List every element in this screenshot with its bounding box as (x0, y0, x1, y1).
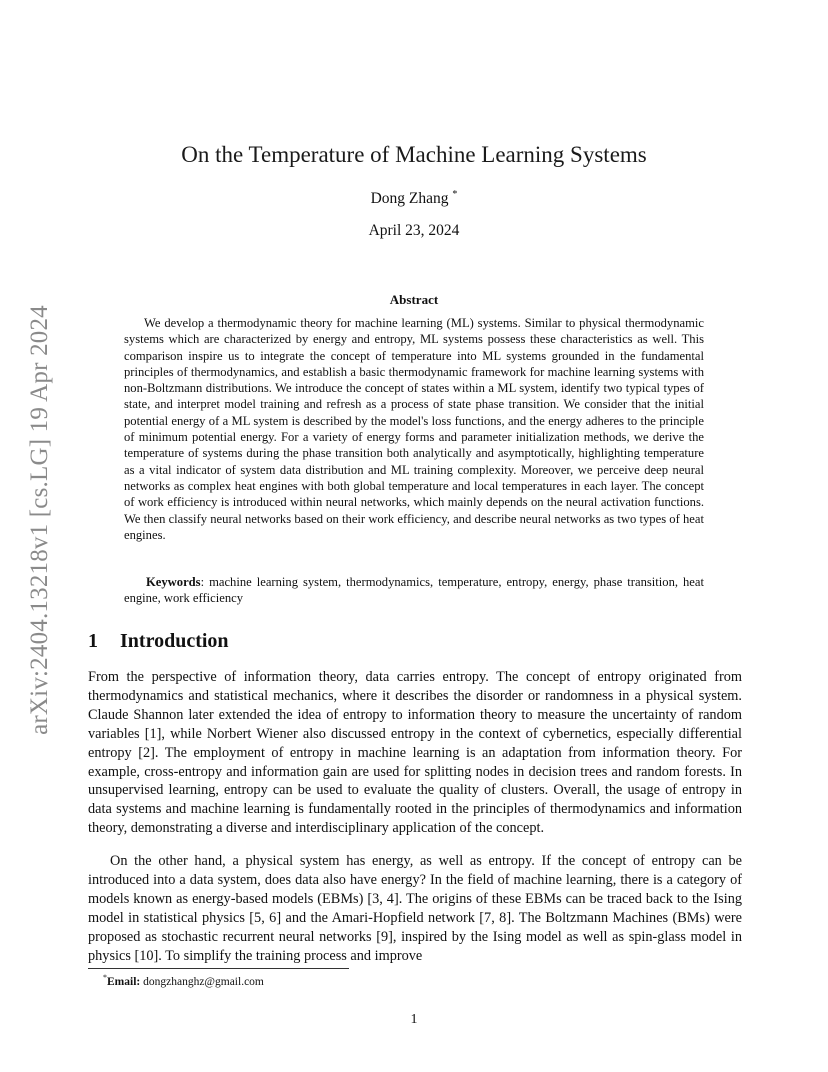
author-line (0, 189, 828, 208)
arxiv-identifier-stamp: arXiv:2404.13218v1 [cs.LG] 19 Apr 2024 (26, 305, 53, 735)
keywords-label: Keywords (146, 575, 201, 589)
abstract-heading: Abstract (389, 292, 439, 307)
keywords-line (124, 574, 704, 607)
body-paragraph: From the perspective of information theory, data carries entropy. The concept of entropy originated from thermodynamics and statistical mechanics, where it describes the disorder or randomness in a physical system. Claude Shannon later extended the idea of entropy to information theory to measure the uncertainty of random variables [1], while Norbert Wiener also discussed entropy in the context of cybernetics, especially differential entropy [2]. The employment of entropy in machine learning is an adaptation from information theory. For example, cross-entropy and information gain are used for splitting nodes in decision trees and random forests. In unsupervised learning, entropy can be used to evaluate the quality of clusters. Overall, the usage of entropy in data systems and machine learning is fundamentally rooted in the principles of thermodynamics and information theory, demonstrating a diverse and interdisciplinary application of the concept. (88, 669, 742, 837)
footnote (103, 973, 264, 988)
paper-date: April 23, 2024 (368, 222, 460, 239)
section-number: 1 (88, 630, 98, 652)
author-name: Dong Zhang (370, 190, 449, 208)
author-footnote-mark: * (452, 189, 458, 200)
page-number: 1 (410, 1012, 418, 1027)
abstract-body: We develop a thermodynamic theory for machine learning (ML) systems. Similar to physical thermodynamic systems which are characterized by energy and entropy, ML systems possess these characteristics as well. This comparison inspire us to integrate the concept of temperature into ML systems grounded in the fundamental principles of thermodynamics, and establish a basic thermodynamic framework for machine learning systems with non-Boltzmann distributions. We introduce the concept of states within a ML system, identify two typical types of state, and interpret model training and refresh as a process of state phase transition. We consider that the initial potential energy of a ML system is described by the model's loss functions, and the energy adheres to the principle of minimum potential energy. For a variety of energy forms and parameter initialization methods, we derive the temperature of systems during the phase transition both analytically and asymptotically, highlighting temperature as a vital indicator of system data distribution and ML training complexity. Moreover, we perceive deep neural networks as complex heat engines with both global temperature and local temperatures in each layer. The concept of work efficiency is introduced within neural networks, which mainly depends on the neural activation functions. We then classify neural networks based on their work efficiency, and describe neural networks as two types of heat engines. (124, 316, 704, 542)
section-heading (88, 630, 229, 653)
footnote-mark: * (103, 973, 107, 982)
paper-title: On the Temperature of Machine Learning Systems (181, 142, 647, 167)
section-title: Introduction (120, 630, 229, 652)
footnote-label: Email: (107, 975, 141, 988)
body-paragraph: On the other hand, a physical system has energy, as well as entropy. If the concept of entropy can be introduced into a data system, does data also have energy? In the field of machine learning, there is a category of models known as energy-based models (EBMs) [3, 4]. The origins of these EBMs can be traced back to the Ising model in statistical physics [5, 6] and the Amari-Hopfield network [7, 8]. The Boltzmann Machines (BMs) were proposed as stochastic recurrent neural networks [9], inspired by the Ising model as well as spin-glass model in physics [10]. To simplify the training process and improve (88, 853, 742, 964)
footnote-divider (88, 968, 349, 969)
footnote-email: dongzhanghz@gmail.com (143, 975, 264, 988)
keywords-text: : machine learning system, thermodynamics, temperature, entropy, energy, phase transition, heat engine, work efficiency (124, 575, 704, 606)
